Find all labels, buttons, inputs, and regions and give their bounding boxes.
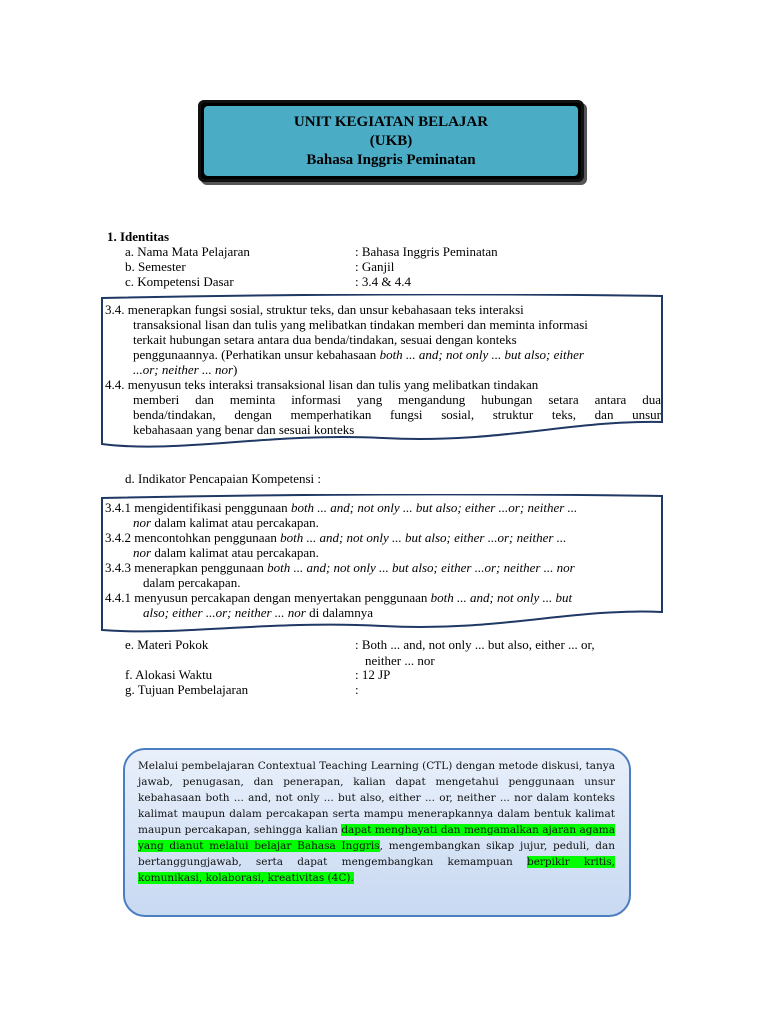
kd-4-4-line-1: 4.4. menyusun teks interaksi transaksional lisan dan tulis yang melibatkan tindakan [105, 377, 539, 392]
value-kompetensi-dasar: : 3.4 & 4.4 [355, 274, 411, 289]
kd-3-4-line-2: transaksional lisan dan tulis yang melibatkan tindakan memberi dan meminta informasi [133, 317, 588, 332]
title-box [198, 100, 584, 182]
label-nama-mapel: a. Nama Mata Pelajaran [125, 244, 250, 259]
kd-3-4-line-5: ...or; neither ... nor) [133, 362, 238, 377]
tujuan-box [123, 748, 631, 917]
label-tujuan-pembelajaran: g. Tujuan Pembelajaran [125, 682, 249, 697]
ipk-3-4-3-line-1: 3.4.3 menerapkan penggunaan both ... and; not only ... but also; either ...or; neither ... nor [105, 560, 575, 575]
kd-4-4-line-3: benda/tindakan, dengan memperhatikan fungsi sosial, struktur teks, dan unsur [133, 407, 661, 422]
value-tujuan-pembelajaran: : [355, 682, 359, 697]
label-kompetensi-dasar: c. Kompetensi Dasar [125, 274, 234, 289]
ipk-3-4-2-line-1: 3.4.2 mencontohkan penggunaan both ... and; not only ... but also; either ...or; neither ... [105, 530, 567, 545]
ipk-3-4-2-line-2: nor dalam kalimat atau percakapan. [133, 545, 319, 560]
ipk-3-4-1-line-1: 3.4.1 mengidentifikasi penggunaan both ... and; not only ... but also; either ...or; neither ... [105, 500, 578, 515]
ipk-3-4-3-line-2: dalam percakapan. [143, 575, 241, 590]
value-semester: : Ganjil [355, 259, 395, 274]
highlight-4c: berpikir kritis, komunikasi, kolaborasi, kreativitas (4C). [138, 856, 615, 884]
kd-3-4-line-1: 3.4. menerapkan fungsi sosial, struktur teks, dan unsur kebahasaan teks interaksi [105, 302, 524, 317]
kd-4-4-line-2: memberi dan meminta informasi yang mengandung hubungan setara antara dua [133, 392, 661, 407]
ipk-3-4-1-line-2: nor dalam kalimat atau percakapan. [133, 515, 319, 530]
ipk-4-4-1-line-2: also; either ...or; neither ... nor di dalamnya [143, 605, 373, 620]
value-materi-pokok: : Both ... and, not only ... but also, either ... or, [355, 637, 595, 652]
kd-4-4-line-4: kebahasaan yang benar dan sesuai konteks [133, 422, 355, 437]
ipk-4-4-1-line-1: 4.4.1 menyusun percakapan dengan menyertakan penggunaan both ... and; not only ... but [105, 590, 573, 605]
indikator-label: d. Indikator Pencapaian Kompetensi : [125, 471, 322, 486]
value-alokasi-waktu: : 12 JP [355, 667, 391, 682]
value-nama-mapel: : Bahasa Inggris Peminatan [355, 244, 498, 259]
tujuan-paragraph: Melalui pembelajaran Contextual Teaching Learning (CTL) dengan metode diskusi, tanya jawab, penugasan, dan penerapan, kalian dapat mengetahui penggunaan unsur kebahasaan both ... and, not only ... but also, either ... or, neither ... nor dalam konteks kalimat maupun dalam percakapan serta mampu menerapkannya dalam bentuk kalimat maupun percakapan, sehingga kalian dapat menghayati dan mengamalkan ajaran agama yang dianut melalui belajar Bahasa Inggris, mengembangkan sikap jujur, peduli, dan bertanggungjawab, serta dapat mengembangkan kemampuan berpikir kritis, komunikasi, kolaborasi, kreativitas (4C). [138, 760, 615, 884]
value-materi-pokok-line-2: neither ... nor [365, 653, 435, 668]
kd-3-4-line-3: terkait hubungan setara antara dua benda/tindakan, sesuai dengan konteks [133, 332, 517, 347]
ipk-box [100, 494, 666, 636]
title-line-1: UNIT KEGIATAN BELAJAR [293, 113, 489, 130]
identitas-heading: 1. Identitas [107, 229, 170, 244]
label-semester: b. Semester [125, 259, 186, 274]
label-materi-pokok: e. Materi Pokok [125, 637, 209, 652]
highlight-agama: dapat menghayati dan mengamalkan ajaran agama yang dianut melalui belajar Bahasa Inggris [138, 824, 615, 852]
label-alokasi-waktu: f. Alokasi Waktu [125, 667, 213, 682]
title-line-2: (UKB) [369, 132, 413, 149]
kd-box [100, 294, 666, 456]
title-line-3: Bahasa Inggris Peminatan [306, 151, 476, 168]
kd-3-4-line-4: penggunaannya. (Perhatikan unsur kebahasaan both ... and; not only ... but also; either [133, 347, 584, 362]
